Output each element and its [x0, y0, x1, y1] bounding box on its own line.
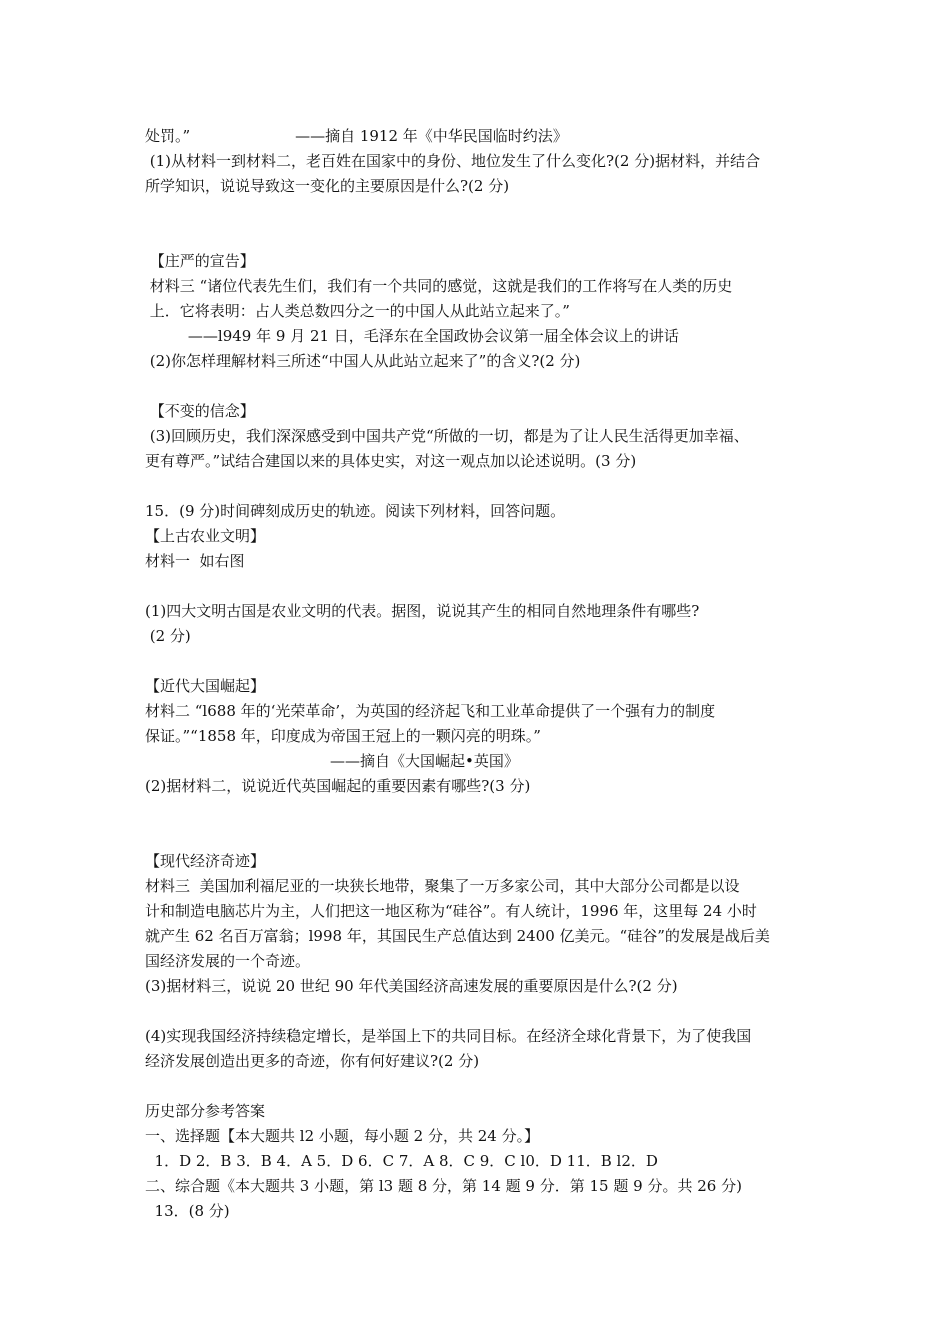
- text-line: 上．它将表明：占人类总数四分之一的中国人从此站立起来了。”: [145, 302, 570, 320]
- text-line: 材料三 美国加利福尼亚的一块狭长地带，聚集了一万多家公司，其中大部分公司都是以设: [145, 877, 740, 895]
- text-line: 保证。”“1858 年，印度成为帝国王冠上的一颗闪亮的明珠。”: [145, 727, 541, 745]
- text-line: 经济发展创造出更多的奇迹，你有何好建议?(2 分): [145, 1052, 480, 1070]
- question-line: (3)据材料三，说说 20 世纪 90 年代美国经济高速发展的重要原因是什么?(2 分): [145, 977, 678, 995]
- quote-attribution: ——l949 年 9 月 21 日，毛泽东在全国政协会议第一届全体会议上的讲话: [145, 327, 679, 345]
- question-line: (1)四大文明古国是农业文明的代表。据图，说说其产生的相同自然地理条件有哪些?: [145, 602, 700, 620]
- section-heading: 【不变的信念】: [145, 402, 255, 420]
- text-line: 材料二 “l688 年的‘光荣革命’，为英国的经济起飞和工业革命提供了一个强有力的制度: [145, 702, 716, 720]
- question-line: (3)回顾历史，我们深深感受到中国共产党“所做的一切，都是为了让人民生活得更加幸福、: [145, 427, 749, 445]
- answer-section-heading: 二、综合题《本大题共 3 小题，第 l3 题 8 分，第 14 题 9 分．第 15 题 9 分。共 26 分): [145, 1177, 742, 1195]
- question-line: (4)实现我国经济持续稳定增长，是举国上下的共同目标。在经济全球化背景下，为了使我国: [145, 1027, 752, 1045]
- quote-attribution: ——摘自《大国崛起•英国》: [330, 752, 519, 770]
- text-line: (1)从材料一到材料二，老百姓在国家中的身份、地位发生了什么变化?(2 分)据材料，并结合: [145, 152, 761, 170]
- text-line: 处罚。” ——摘自 1912 年《中华民国临时约法》: [145, 127, 568, 145]
- score-note: (2 分): [145, 627, 191, 645]
- text-line: 所学知识，说说导致这一变化的主要原因是什么?(2 分): [145, 177, 510, 195]
- section-heading: 【现代经济奇迹】: [145, 852, 266, 870]
- answer-item: 13．(8 分): [145, 1202, 230, 1220]
- text-line: 更有尊严。”试结合建国以来的具体史实，对这一观点加以论述说明。(3 分): [145, 452, 637, 470]
- section-heading: 【上古农业文明】: [145, 527, 266, 545]
- answer-section-heading: 一、选择题【本大题共 l2 小题，每小题 2 分，共 24 分。】: [145, 1127, 540, 1145]
- material-label: 材料一 如右图: [145, 552, 245, 570]
- answer-key-title: 历史部分参考答案: [145, 1102, 266, 1120]
- text-line: 材料三 “诸位代表先生们，我们有一个共同的感觉，这就是我们的工作将写在人类的历史: [145, 277, 733, 295]
- text-line: 计和制造电脑芯片为主，人们把这一地区称为“硅谷”。有人统计，1996 年，这里每 24 小时: [145, 902, 757, 920]
- answer-list: 1．D 2．B 3．B 4．A 5．D 6．C 7．A 8．C 9．C l0．D 11．B l2．D: [145, 1152, 658, 1170]
- question-line: (2)据材料二，说说近代英国崛起的重要因素有哪些?(3 分): [145, 777, 531, 795]
- section-heading: 【庄严的宣告】: [145, 252, 255, 270]
- question-line: (2)你怎样理解材料三所述“中国人从此站立起来了”的含义?(2 分): [145, 352, 581, 370]
- text-line: 国经济发展的一个奇迹。: [145, 952, 311, 970]
- question-title: 15．(9 分)时间碑刻成历史的轨迹。阅读下列材料，回答问题。: [145, 502, 566, 520]
- text-line: 就产生 62 名百万富翁；l998 年，其国民生产总值达到 2400 亿美元。“硅谷”的发展是战后美: [145, 927, 770, 945]
- section-heading: 【近代大国崛起】: [145, 677, 266, 695]
